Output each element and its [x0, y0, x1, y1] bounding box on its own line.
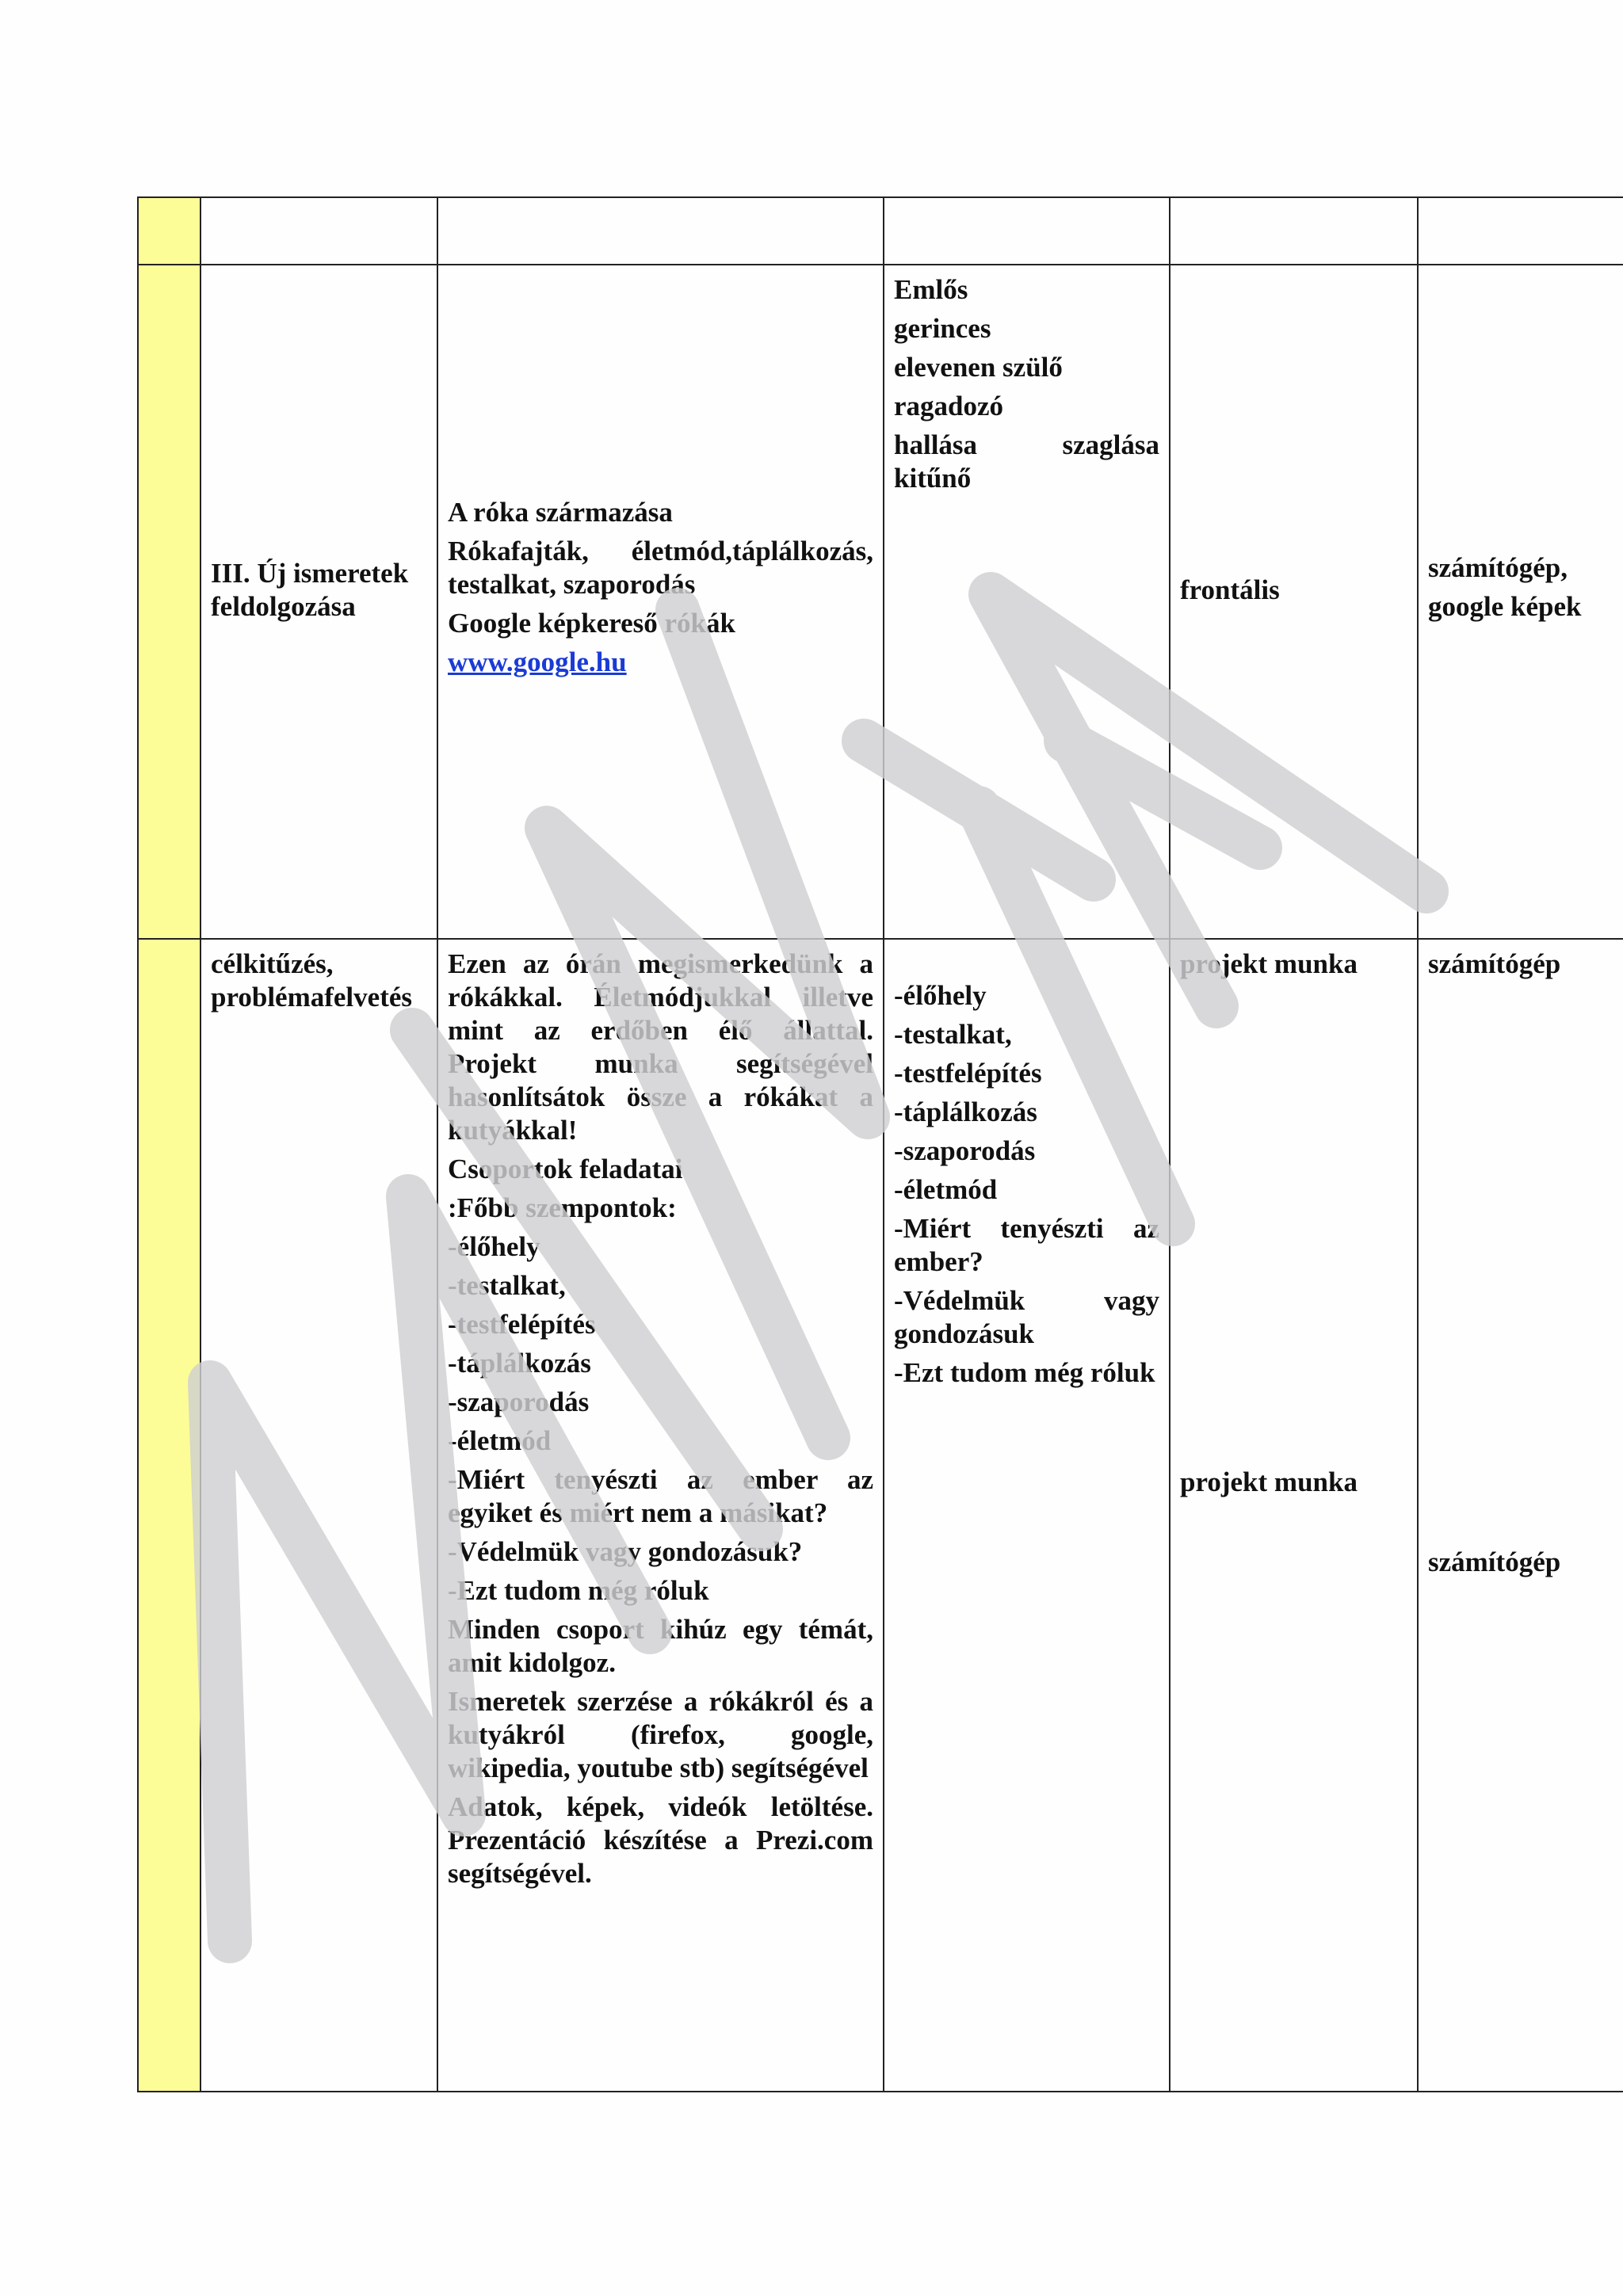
content-paragraph: -szaporodás	[448, 1386, 590, 1417]
concept-item: -szaporodás	[894, 1135, 1036, 1166]
concept-item: hallása szaglása kitűnő	[894, 429, 1159, 494]
concept-item: ragadozó	[894, 391, 1004, 421]
empty-cell	[1418, 197, 1623, 265]
phase-cell	[200, 939, 437, 2092]
phase-label: célkitűzés, problémafelvetés	[211, 948, 413, 1013]
empty-cell	[200, 197, 437, 265]
phase-label: III. Új ismeretek feldolgozása	[211, 557, 409, 622]
stage-color-cell	[138, 197, 200, 265]
concept-item: -élőhely	[894, 980, 987, 1011]
stage-color-cell	[138, 265, 200, 939]
phase-cell	[200, 265, 437, 939]
content-paragraph: -élőhely	[448, 1231, 540, 1262]
content-paragraph: -testalkat,	[448, 1270, 566, 1301]
content-paragraph: Ezen az órán megismerkedünk a rókákkal. Életmódjukkal illetve mint az erdőben élő állattal. Projekt munka segítségével hasonlítsátok össze a rókákat a kutyákkal!	[448, 948, 873, 1146]
content-paragraph: -testfelépítés	[448, 1309, 596, 1340]
tool-item: számítógép,	[1428, 551, 1568, 583]
content-paragraph: -Ezt tudom még róluk	[448, 1575, 709, 1606]
stage-color-cell	[138, 939, 200, 2092]
concept-item: -életmód	[894, 1174, 998, 1205]
empty-cell	[884, 197, 1170, 265]
tool-item: számítógép	[1428, 1547, 1561, 1577]
concept-item: -Miért tenyészti az ember?	[894, 1213, 1159, 1277]
content-line: A róka származása	[448, 496, 673, 528]
content-paragraph: -életmód	[448, 1425, 552, 1456]
content-line: Google képkereső rókák	[448, 607, 735, 639]
concept-item: -táplálkozás	[894, 1097, 1037, 1127]
concept-item: -Védelmük vagy gondozásuk	[894, 1285, 1159, 1349]
tools-cell	[1418, 939, 1623, 2092]
concept-item: -Ezt tudom még róluk	[894, 1357, 1155, 1388]
content-cell	[437, 939, 884, 2092]
table-row-new-knowledge	[138, 265, 1623, 939]
method-label: frontális	[1180, 574, 1280, 605]
concept-item: -testfelépítés	[894, 1058, 1042, 1089]
tool-item: google képek	[1428, 590, 1582, 622]
method-label: projekt munka	[1180, 948, 1358, 979]
content-paragraph: Csoportok feladatai	[448, 1154, 683, 1184]
empty-cell	[437, 197, 884, 265]
lesson-plan-table	[137, 196, 1623, 2092]
concepts-cell	[884, 265, 1170, 939]
content-paragraph: Ismeretek szerzése a rókákról és a kutyákról (firefox, google, wikipedia, youtube stb) segítségével	[448, 1686, 873, 1783]
content-line: Rókafajták, életmód,táplálkozás, testalkat, szaporodás	[448, 535, 873, 600]
concept-item: gerinces	[894, 313, 991, 344]
method-cell	[1170, 265, 1418, 939]
tools-cell	[1418, 265, 1623, 939]
content-paragraph: -táplálkozás	[448, 1348, 591, 1379]
tool-item: számítógép	[1428, 948, 1561, 979]
empty-cell	[1170, 197, 1418, 265]
google-link[interactable]: www.google.hu	[448, 646, 627, 677]
spacer	[1180, 986, 1407, 1466]
content-paragraph: -Védelmük vagy gondozásuk?	[448, 1536, 803, 1567]
concept-item: -testalkat,	[894, 1019, 1012, 1050]
concept-item: elevenen szülő	[894, 352, 1063, 383]
content-paragraph: :Főbb szempontok:	[448, 1192, 677, 1223]
content-cell	[437, 265, 884, 939]
content-paragraph: Adatok, képek, videók letöltése. Prezentáció készítése a Prezi.com segítségével.	[448, 1791, 873, 1889]
method-cell	[1170, 939, 1418, 2092]
header-row	[138, 197, 1623, 265]
table-row-goal-setting	[138, 939, 1623, 2092]
concept-item: Emlős	[894, 274, 968, 305]
concepts-cell	[884, 939, 1170, 2092]
content-paragraph: Minden csoport kihúz egy témát, amit kidolgoz.	[448, 1614, 873, 1678]
spacer	[1428, 986, 1613, 1546]
content-paragraph: -Miért tenyészti az ember az egyiket és miért nem a másikat?	[448, 1464, 873, 1528]
method-label: projekt munka	[1180, 1466, 1358, 1497]
